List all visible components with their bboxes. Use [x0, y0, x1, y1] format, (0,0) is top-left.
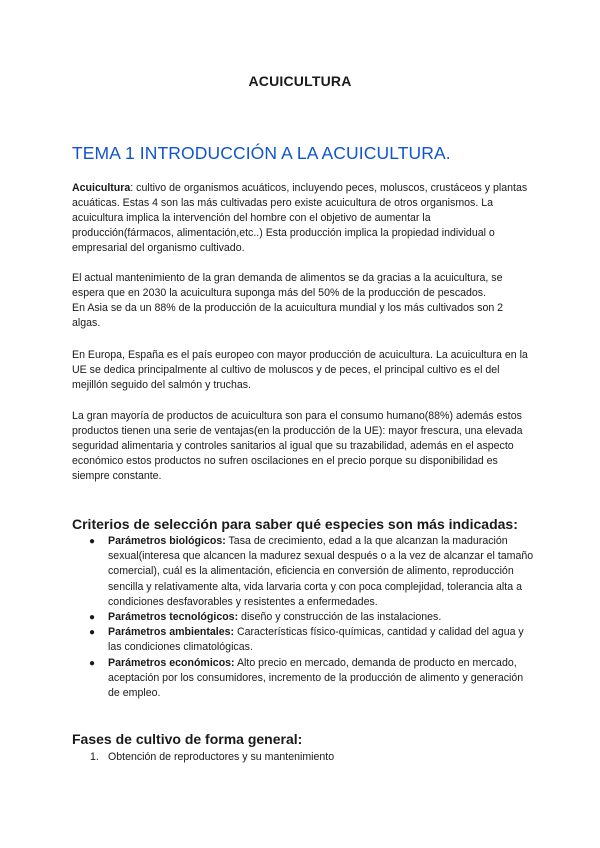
- fases-list: [72, 750, 534, 765]
- paragraph-consumo: La gran mayoría de productos de acuicultura son para el consumo humano(88%) además estos productos tienen una serie de ventajas(en la producción de la UE): mayor frescura, una elevada seguridad alimentaria y controles sanitarios al igual que su trazabilidad, además en el aspecto económico estos productos no sufren oscilaciones en el precio porque su disponibilidad es siempre constante.: [72, 410, 523, 482]
- paragraph-demanda: [72, 271, 534, 331]
- criterio-label: Parámetros biológicos:: [108, 535, 226, 547]
- list-item: [72, 625, 534, 655]
- bullet-icon: ●: [89, 657, 96, 669]
- paragraph-europa: En Europa, España es el país europeo con mayor producción de acuicultura. La acuicultura en la UE se dedica principalmente al cultivo de moluscos y de peces, el principal cultivo es el del mejillón seguido del salmón y truchas.: [72, 349, 528, 391]
- bullet-icon: ●: [89, 627, 96, 639]
- paragraph-acuicultura-definition: [72, 181, 534, 256]
- fase-text: Obtención de reproductores y su mantenimiento: [108, 751, 335, 763]
- list-item: [72, 656, 534, 702]
- list-item: [72, 534, 534, 610]
- section-heading: TEMA 1 INTRODUCCIÓN A LA ACUICULTURA.: [72, 143, 451, 163]
- criterio-text: Características físico-químicas, cantidad y calidad del agua y las condiciones climatológicas.: [108, 626, 524, 654]
- list-item: [72, 750, 534, 765]
- bullet-icon: ●: [89, 536, 96, 547]
- criterio-label: Parámetros ambientales:: [108, 626, 235, 639]
- paragraph-demanda-line1: El actual mantenimiento de la gran demanda de alimentos se da gracias a la acuicultura, se espera que en 2030 la acuicultura suponga más del 50% de la producción de pescados.: [72, 272, 503, 299]
- list-number: 1.: [90, 751, 99, 763]
- criterio-label: Parámetros económicos:: [108, 656, 235, 669]
- criterios-heading: Criterios de selección para saber qué especies son más indicadas:: [72, 516, 518, 532]
- criterios-list: [72, 534, 534, 701]
- criterio-text: Tasa de crecimiento, edad a la que alcanzan la maduración sexual(interesa que alcancen la madurez sexual después o a la vez de alcanzar el tamaño comercial), cuál es la alimentación, eficiencia en conversión de alimento, reproducción sencilla y relativamente alta, vida larvaria corta y con poca complejidad, tolerancia alta a condiciones desfavorables y resistentes a enfermedades.: [108, 535, 534, 608]
- criterio-text: Alto precio en mercado, demanda de producto en mercado, aceptación por los consumidores, incremento de la producción de alimento y generación de empleo.: [108, 656, 524, 700]
- definition-text: : cultivo de organismos acuáticos, incluyendo peces, moluscos, crustáceos y plantas acuáticas. Estas 4 son las más cultivadas pero existe acuicultura de otros organismos. La acuicultura implica la intervención del hombre con el objetivo de aumentar la producción(fármacos, alimentación,etc..) Esta producción implica la propiedad individual o empresarial del organismo cultivado.: [72, 182, 528, 254]
- list-item: [72, 610, 534, 625]
- fases-heading: Fases de cultivo de forma general:: [72, 731, 303, 747]
- term-acuicultura: Acuicultura: [72, 182, 131, 194]
- bullet-icon: ●: [89, 612, 96, 624]
- criterio-label: Parámetros tecnológicos:: [108, 611, 239, 624]
- criterio-text: diseño y construcción de las instalaciones.: [238, 611, 442, 624]
- document-title: ACUICULTURA: [248, 73, 352, 89]
- paragraph-demanda-line2: En Asia se da un 88% de la producción de la acuicultura mundial y los más cultivados son 2 algas.: [72, 302, 504, 329]
